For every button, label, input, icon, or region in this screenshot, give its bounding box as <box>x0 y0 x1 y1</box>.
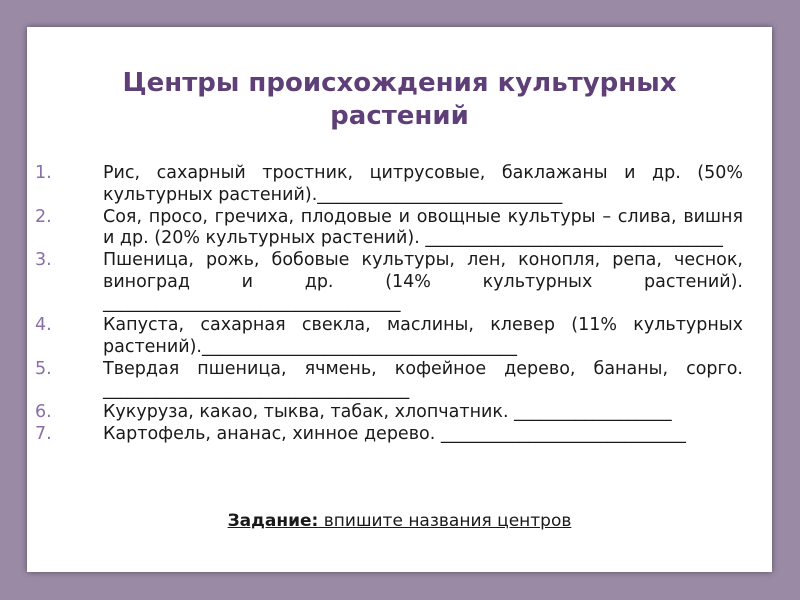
item-number: 5. <box>35 358 52 379</box>
title-line-2: растений <box>330 101 469 131</box>
page-title <box>27 67 772 133</box>
item-number: 7. <box>35 424 52 444</box>
list-item <box>35 424 743 446</box>
item-text: Пшеница, рожь, бобовые культуры, лен, конопля, репа, чеснок, виноград и др. (14% культурных растений). __________________________________ <box>103 250 743 313</box>
item-text: Кукуруза, какао, тыква, табак, хлопчатник. __________________ <box>103 402 672 422</box>
task-text: впишите названия центров <box>318 511 572 531</box>
item-text: Картофель, ананас, хинное дерево. ____________________________ <box>103 424 686 444</box>
list-item <box>35 163 743 206</box>
item-text: Твердая пшеница, ячмень, кофейное дерево, бананы, сорго. ___________________________________ <box>103 358 743 400</box>
centers-list <box>35 163 743 446</box>
task-label: Задание: <box>227 511 319 531</box>
slide <box>27 27 772 572</box>
item-number: 6. <box>35 402 52 422</box>
title-line-1: Центры происхождения культурных <box>122 68 677 98</box>
list-item <box>35 250 743 315</box>
item-number: 3. <box>35 250 52 270</box>
task-instruction <box>27 511 772 531</box>
item-number: 4. <box>35 315 52 335</box>
list-item <box>35 359 743 402</box>
item-number: 2. <box>35 206 52 227</box>
item-number: 1. <box>35 163 52 183</box>
list-item <box>35 207 743 250</box>
item-text: Рис, сахарный тростник, цитрусовые, баклажаны и др. (50% культурных растений).____________________________ <box>103 163 743 205</box>
item-text: Соя, просо, гречиха, плодовые и овощные культуры – слива, вишня и др. (20% культурных растений). __________________________________ <box>103 206 743 248</box>
list-item <box>35 402 743 424</box>
list-item <box>35 315 743 358</box>
item-text: Капуста, сахарная свекла, маслины, клевер (11% культурных растений).____________________________________ <box>103 315 743 357</box>
